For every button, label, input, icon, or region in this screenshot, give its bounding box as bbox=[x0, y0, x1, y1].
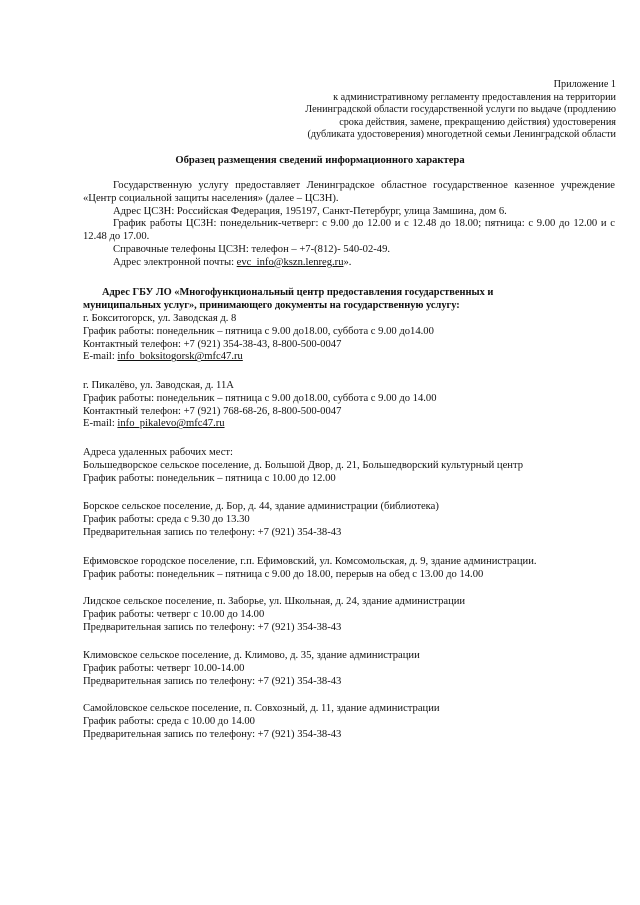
office-hours: График работы: понедельник – пятница с 9.00 до18.00, суббота с 9.00 до14.00 bbox=[83, 325, 434, 337]
office-hours: График работы: понедельник – пятница с 9.00 до18.00, суббота с 9.00 до 14.00 bbox=[83, 392, 437, 404]
intro-provider: Государственную услугу предоставляет Ленинградское областное государственное казенное учреждение «Центр социальной защиты населения» (далее – ЦСЗН). bbox=[83, 180, 615, 204]
remote-place-borskoe bbox=[83, 501, 623, 539]
office-phone: Контактный телефон: +7 (921) 768-68-26, 8-800-500-0047 bbox=[83, 405, 342, 417]
office-boksitogorsk bbox=[83, 313, 623, 364]
remote-address: Лидское сельское поселение, п. Заборье, ул. Школьная, д. 24, здание администрации bbox=[83, 596, 466, 607]
remote-note: Предварительная запись по телефону: +7 (921) 354-38-43 bbox=[83, 621, 342, 633]
appendix-line: к административному регламенту предоставления на территории bbox=[333, 91, 616, 103]
office-email-link[interactable]: info_pikalevo@mfc47.ru bbox=[117, 418, 225, 430]
remote-place-klimovskoe bbox=[83, 650, 623, 688]
intro-email-line bbox=[83, 257, 615, 270]
appendix-line: Приложение 1 bbox=[553, 79, 616, 90]
office-email-label: E-mail: bbox=[83, 351, 118, 363]
mfc-heading-line1: Адрес ГБУ ЛО «Многофункциональный центр предоставления государственных и bbox=[102, 287, 494, 298]
intro-email-label: Адрес электронной почты: bbox=[113, 256, 237, 268]
remote-note: Предварительная запись по телефону: +7 (921) 354-38-43 bbox=[83, 728, 342, 740]
remote-address: Большедворское сельское поселение, д. Большой Двор, д. 21, Большедворский культурный центр bbox=[83, 459, 524, 471]
remote-hours: График работы: среда с 10.00 до 14.00 bbox=[83, 715, 255, 727]
remote-place-lidskoe bbox=[83, 596, 623, 634]
office-email-line bbox=[83, 418, 623, 431]
remote-hours: График работы: четверг с 10.00 до 14.00 bbox=[83, 608, 265, 620]
remote-note: Предварительная запись по телефону: +7 (921) 354-38-43 bbox=[83, 526, 342, 538]
intro-email-link[interactable]: evc_info@kszn.lenreg.ru bbox=[236, 256, 344, 268]
remote-heading: Адреса удаленных рабочих мест: bbox=[83, 447, 233, 458]
remote-address: Самойловское сельское поселение, п. Совхозный, д. 11, здание администрации bbox=[83, 703, 440, 714]
remote-address: Ефимовское городское поселение, г.п. Ефимовский, ул. Комсомольская, д. 9, здание администрации. bbox=[83, 556, 537, 567]
intro-address: Адрес ЦСЗН: Российская Федерация, 195197, Санкт-Петербург, улица Замшина, дом 6. bbox=[113, 205, 507, 217]
mfc-heading bbox=[83, 287, 583, 312]
office-pikalevo bbox=[83, 380, 623, 431]
office-address: г. Пикалёво, ул. Заводская, д. 11А bbox=[83, 380, 234, 391]
intro-section bbox=[83, 180, 615, 270]
remote-hours: График работы: среда с 9.30 до 13.30 bbox=[83, 513, 250, 525]
remote-hours: График работы: понедельник – пятница с 9.00 до 18.00, перерыв на обед с 13.00 до 14.00 bbox=[83, 568, 484, 580]
document-title: Образец размещения сведений информационного характера bbox=[175, 155, 465, 166]
remote-place-bolshedvorskoe bbox=[83, 447, 623, 485]
remote-address: Климовское сельское поселение, д. Климово, д. 35, здание администрации bbox=[83, 650, 420, 661]
appendix-line: (дубликата удостоверения) многодетной семьи Ленинградской области bbox=[307, 129, 616, 141]
intro-email-tail: ». bbox=[343, 256, 352, 268]
intro-hours: График работы ЦСЗН: понедельник-четверг: с 9.00 до 12.00 и с 12.48 до 18.00; пятница: с 9.00 до 12.00 и с 12.48 до 17.00. bbox=[83, 218, 615, 243]
office-address: г. Бокситогорск, ул. Заводская д. 8 bbox=[83, 313, 237, 324]
remote-place-efimovskoe bbox=[83, 556, 623, 582]
appendix-header bbox=[0, 79, 616, 142]
remote-address: Борское сельское поселение, д. Бор, д. 44, здание администрации (библиотека) bbox=[83, 501, 439, 512]
remote-hours: График работы: четверг 10.00-14.00 bbox=[83, 662, 245, 674]
remote-hours: График работы: понедельник – пятница с 10.00 до 12.00 bbox=[83, 472, 336, 484]
office-email-link[interactable]: info_boksitogorsk@mfc47.ru bbox=[117, 351, 243, 363]
remote-note: Предварительная запись по телефону: +7 (921) 354-38-43 bbox=[83, 675, 342, 687]
intro-phones: Справочные телефоны ЦСЗН: телефон – +7-(812)- 540-02-49. bbox=[113, 243, 391, 255]
mfc-heading-line2: муниципальных услуг», принимающего документы на государственную услугу: bbox=[83, 299, 460, 311]
appendix-line: срока действия, замене, прекращению действия) удостоверения bbox=[339, 116, 616, 128]
office-email-label: E-mail: bbox=[83, 418, 118, 430]
remote-place-samoylovskoe bbox=[83, 703, 623, 741]
office-phone: Контактный телефон: +7 (921) 354-38-43, 8-800-500-0047 bbox=[83, 338, 342, 350]
office-email-line bbox=[83, 351, 623, 364]
appendix-line: Ленинградской области государственной услуги по выдаче (продлению bbox=[305, 104, 616, 116]
